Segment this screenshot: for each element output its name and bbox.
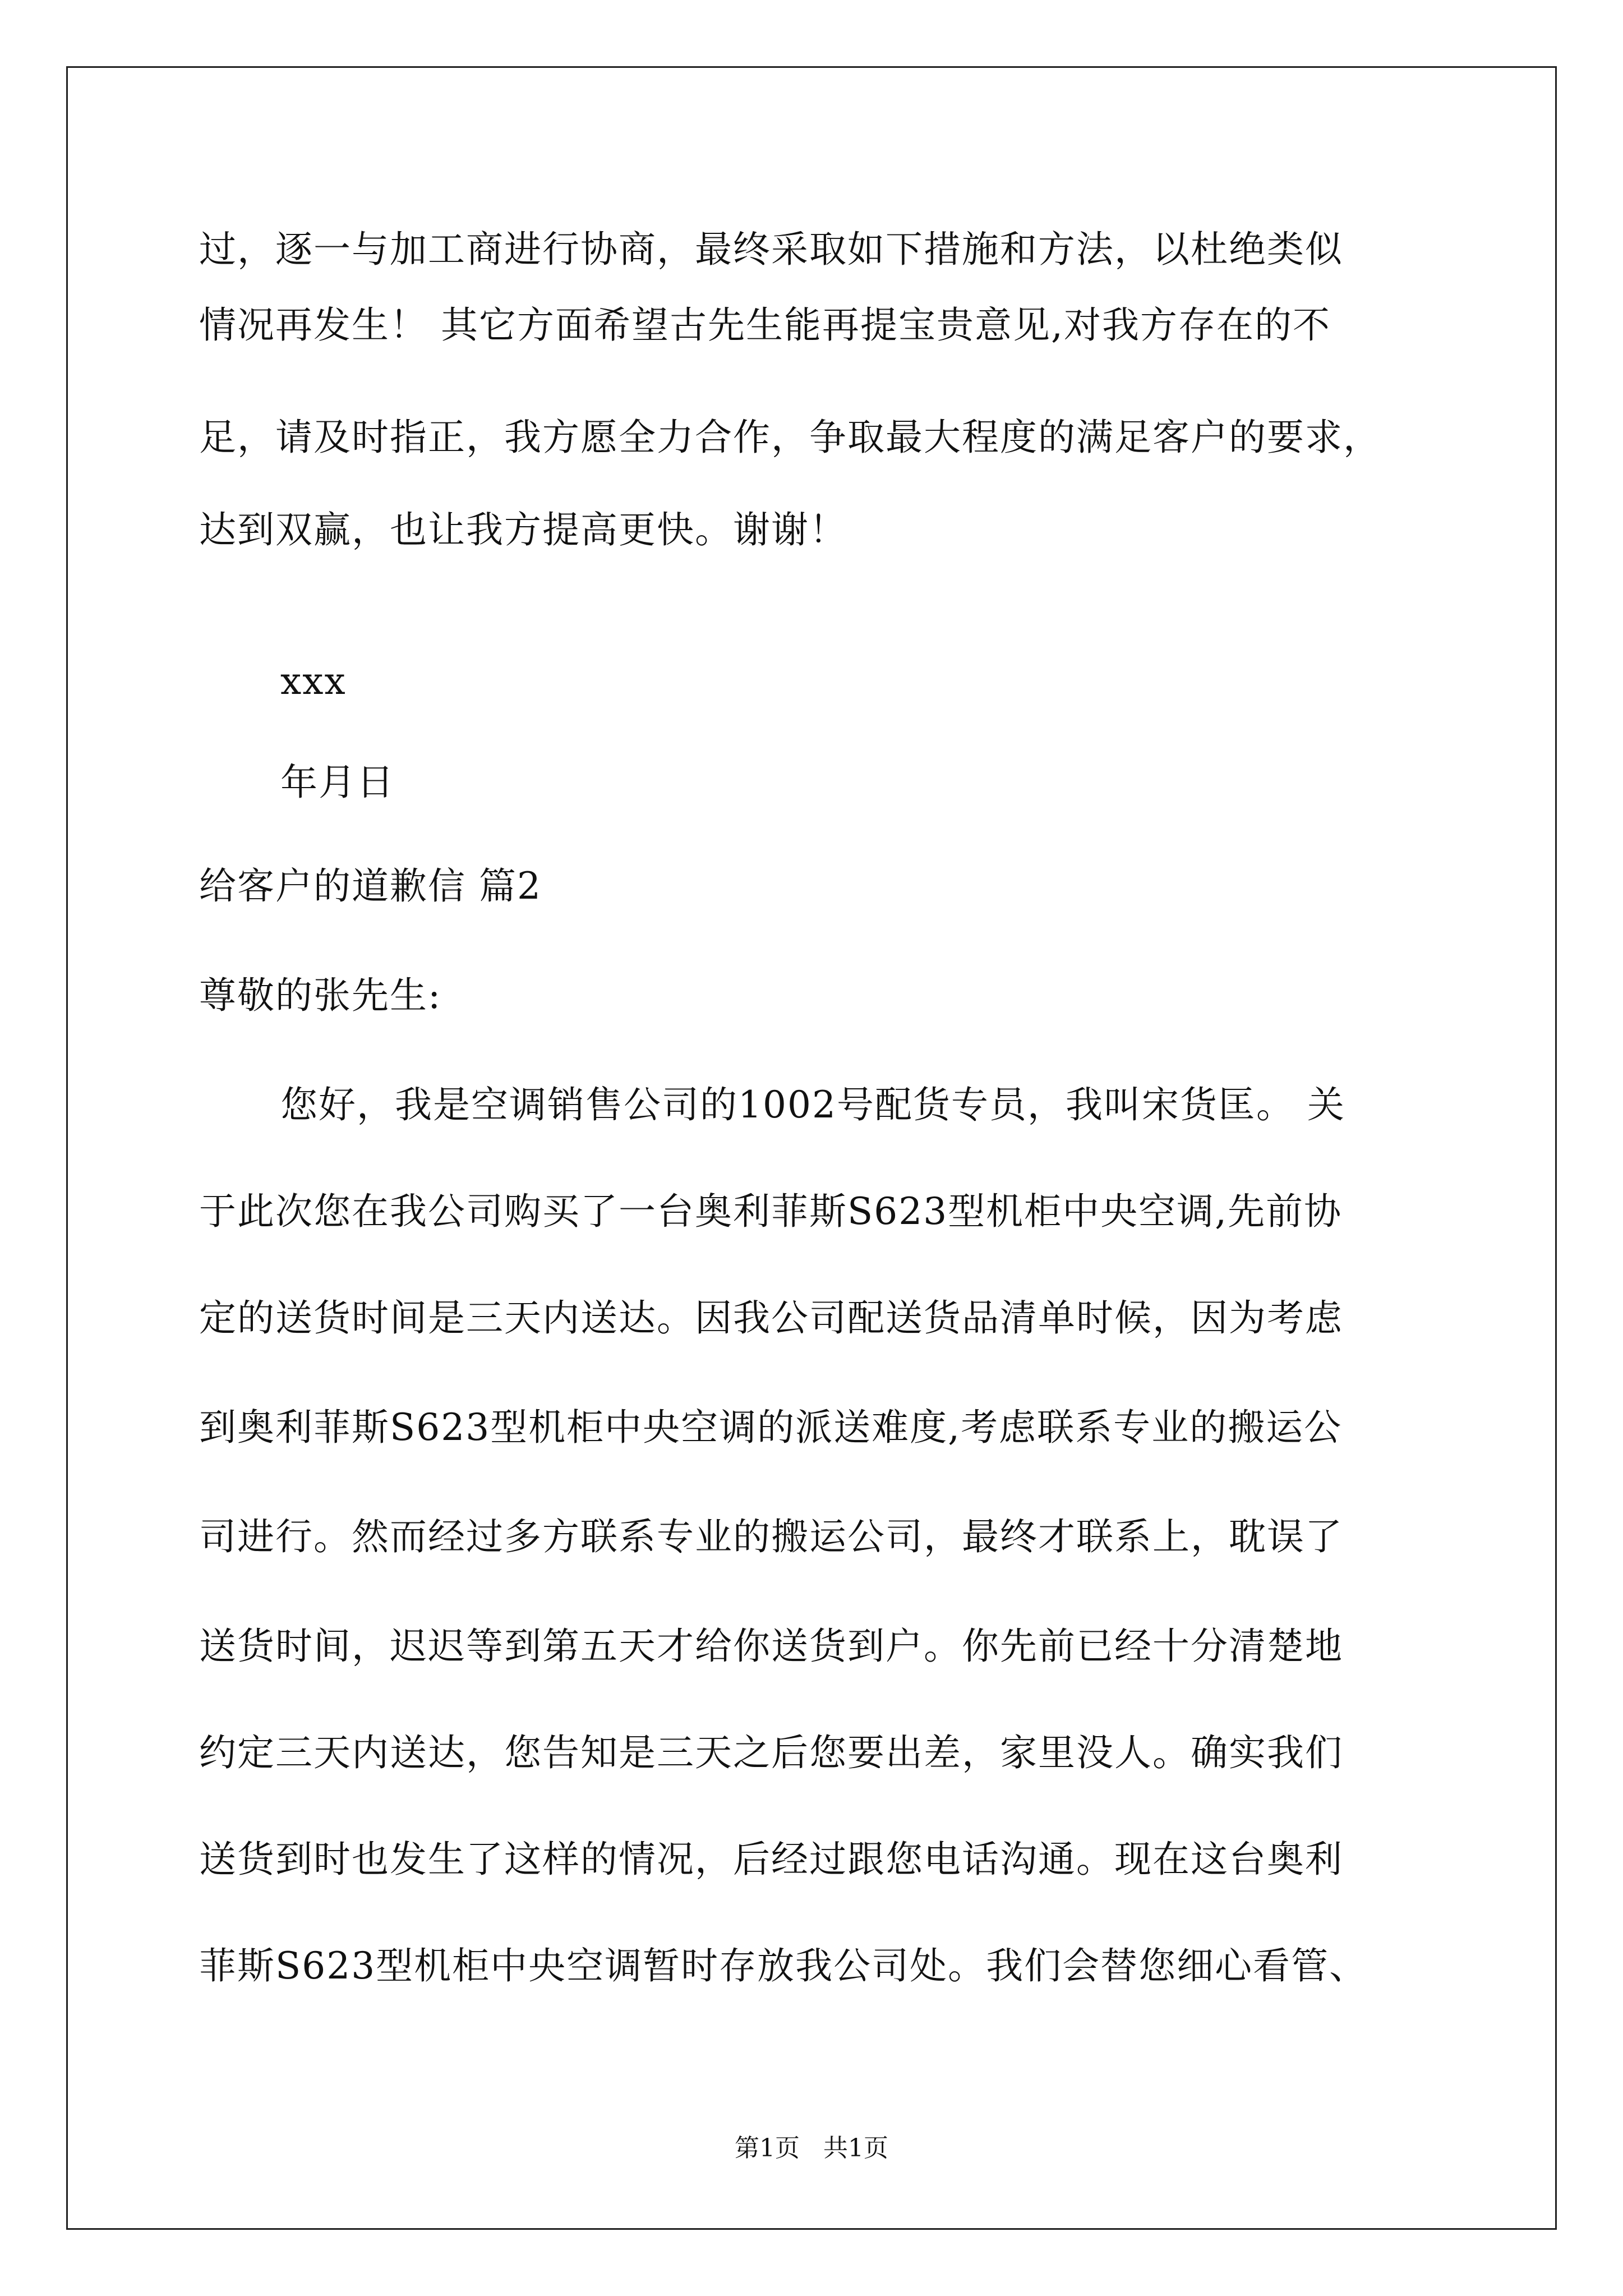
paragraph-line: 达到双赢，也让我方提高更快。谢谢！ (199, 508, 847, 551)
paragraph-line: 过，逐一与加工商进行协商，最终采取如下措施和方法，以杜绝类似 (199, 228, 1343, 271)
signature: xxx (280, 660, 347, 703)
body-line: 您好，我是空调销售公司的1002号配货专员，我叫宋货匡。 关 (280, 1083, 1345, 1126)
page-footer: 第1页 共1页 (735, 2134, 888, 2162)
body-line: 司进行。然而经过多方联系专业的搬运公司，最终才联系上，耽误了 (199, 1515, 1343, 1558)
body-line: 于此次您在我公司购买了一台奥利菲斯S623型机柜中央空调,先前协 (199, 1190, 1343, 1233)
page-border (66, 66, 1557, 2230)
body-line: 定的送货时间是三天内送达。因我公司配送货品清单时候，因为考虑 (199, 1296, 1343, 1340)
body-line: 菲斯S623型机柜中央空调暂时存放我公司处。我们会替您细心看管、 (199, 1944, 1368, 1987)
paragraph-line: 足，请及时指正，我方愿全力合作，争取最大程度的满足客户的要求， (199, 416, 1381, 459)
paragraph-line: 情况再发生！ 其它方面希望古先生能再提宝贵意见,对我方存在的不 (199, 303, 1331, 347)
body-line: 送货时间，迟迟等到第五天才给你送货到户。你先前已经十分清楚地 (199, 1625, 1343, 1668)
body-line: 到奥利菲斯S623型机柜中央空调的派送难度,考虑联系专业的搬运公 (199, 1406, 1343, 1449)
body-line: 约定三天内送达，您告知是三天之后您要出差，家里没人。确实我们 (199, 1731, 1343, 1774)
body-line: 送货到时也发生了这样的情况，后经过跟您电话沟通。现在这台奥利 (199, 1838, 1343, 1881)
section-heading: 给客户的道歉信 篇2 (199, 864, 542, 908)
date-line: 年月日 (280, 761, 395, 804)
salutation: 尊敬的张先生: (199, 974, 442, 1017)
